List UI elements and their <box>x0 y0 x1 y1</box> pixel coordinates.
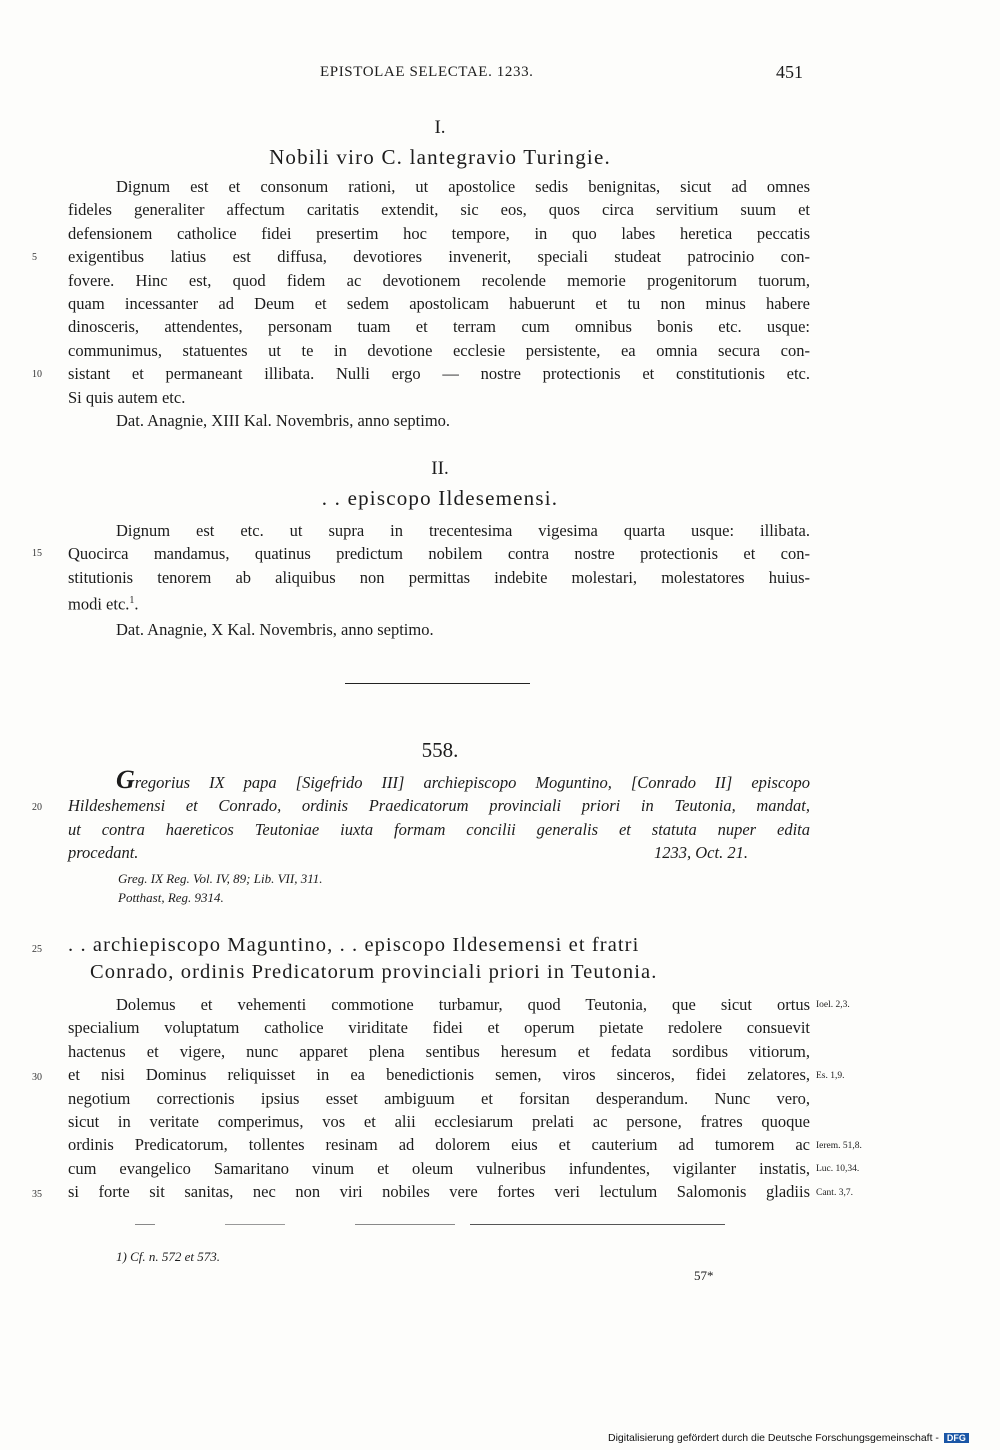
section-ii-address: . . episcopo Ildesemensi. <box>321 486 559 510</box>
print-rule <box>355 1224 455 1225</box>
text-line: Quocirca mandamus, quatinus predictum nobilem contra nostre protectionis et con- <box>68 544 810 564</box>
letter-number: 558. <box>421 738 459 762</box>
line-number: 30 <box>32 1072 42 1083</box>
line-number: 5 <box>32 252 37 263</box>
text-line: sistant et permaneant illibata. Nulli ergo — nostre protectionis et constitutionis etc. <box>68 364 810 384</box>
text-line: quam incessanter ad Deum et sedem apostolicam habuerunt et tu non minus habere <box>68 294 810 314</box>
text-line: cum evangelico Samaritano vinum et oleum vulneribus infundentes, vigilanter instatis, <box>68 1158 810 1178</box>
line-number: 20 <box>32 802 42 813</box>
margin-reference: Luc. 10,34. <box>816 1164 860 1174</box>
text-line: fideles generaliter affectum caritatis extendit, sic eos, quos circa servitium suum et <box>68 200 810 220</box>
initial-letter: G <box>116 765 135 794</box>
section-i-text <box>68 175 810 432</box>
text-line: exigentibus latius est diffusa, devotiores invenerit, speciali studeat patrocinio con- <box>68 247 810 267</box>
text-line: defensionem catholice fidei presertim hoc tempore, in quo labes heretica peccatis <box>68 223 810 243</box>
text-line: Si quis autem etc. <box>68 387 186 407</box>
address-line: Conrado, ordinis Predicatorum provinciali priori in Teutonia. <box>90 961 658 983</box>
page-number: 451 <box>776 62 803 82</box>
text-line: Dignum est etc. ut supra in trecentesima vigesima quarta usque: illibata. <box>116 521 810 540</box>
regest-line: procedant. 1233, Oct. 21. <box>68 841 810 864</box>
text-line: ordinis Predicatorum, tollentes resinam ad dolorem eius et cauterium ad tumorem ac <box>68 1135 810 1155</box>
text-line: sicut in veritate comperimus, vos et alii ecclesiarum prelati ac persone, fratres quoque <box>68 1112 810 1132</box>
digitization-credit: Digitalisierung gefördert durch die Deutsche Forschungsgemeinschaft - DFG <box>608 1432 969 1444</box>
text-line: Dignum est et consonum rationi, ut apostolice sedis benignitas, sicut ad omnes <box>116 177 810 196</box>
print-rule <box>470 1224 725 1225</box>
margin-reference: Cant. 3,7. <box>816 1188 853 1198</box>
source-references <box>118 869 322 907</box>
regest-line: ut contra haereticos Teutoniae iuxta formam concilii generalis et statuta nuper edita <box>68 819 810 839</box>
margin-reference: Ioel. 2,3. <box>816 1000 850 1010</box>
text-line: modi etc.$^1$. <box>68 594 139 614</box>
footnote-mark: 1 <box>129 595 135 607</box>
text-line: negotium correctionis ipsius esset ambiguum et forsitan desperandum. Nunc vero, <box>68 1088 810 1108</box>
margin-reference: Es. 1,9. <box>816 1071 845 1081</box>
letter-address <box>68 932 810 986</box>
margin-reference: Ierem. 51,8. <box>816 1141 862 1151</box>
text-line: communimus, statuentes ut te in devotione ecclesie persistente, ea omnia secura con- <box>68 340 810 360</box>
dfg-logo: DFG <box>944 1433 969 1443</box>
section-divider <box>345 683 530 684</box>
letter-body <box>68 993 810 1204</box>
regest-line: Hildeshemensi et Conrado, ordinis Praedicatorum provinciali priori in Teutonia, mandat, <box>68 796 810 816</box>
text-line: si forte sit sanitas, nec non viri nobiles vere fortes veri lectulum Salomonis gladiis <box>68 1182 810 1202</box>
print-rule <box>135 1224 155 1225</box>
line-number: 25 <box>32 944 42 955</box>
line-number: 35 <box>32 1189 42 1200</box>
text-line: specialium voluptatum catholice viriditate fidei et operum pietate redolere consuevit <box>68 1018 810 1038</box>
printer-signature: 57* <box>694 1268 714 1283</box>
section-i-number: I. <box>434 117 446 138</box>
regest-line: Gregorius IX papa [Sigefrido III] archiepiscopo Moguntino, [Conrado II] episcopo <box>116 765 810 794</box>
running-header: EPISTOLAE SELECTAE. 1233. <box>320 64 534 80</box>
dating-clause: Dat. Anagnie, X Kal. Novembris, anno septimo. <box>116 620 434 640</box>
text-line: dinosceris, attendentes, personam tuam et terram cum omnibus bonis etc. usque: <box>68 317 810 337</box>
text-line: Dolemus et vehementi commotione turbamur, quod Teutonia, que sicut ortus <box>116 995 810 1014</box>
source-line: Potthast, Reg. 9314. <box>118 890 224 905</box>
dating-clause: Dat. Anagnie, XIII Kal. Novembris, anno septimo. <box>116 411 451 431</box>
line-number: 15 <box>32 548 42 559</box>
letter-date: 1233, Oct. 21. <box>654 843 748 863</box>
source-line: Greg. IX Reg. Vol. IV, 89; Lib. VII, 311. <box>118 871 323 886</box>
text-line: stitutionis tenorem ab aliquibus non permittas indebite molestari, molestatores huius- <box>68 567 810 587</box>
section-ii-number: II. <box>431 458 449 479</box>
section-ii-text <box>68 519 810 642</box>
text-line: et nisi Dominus reliquisset in ea benedictionis semen, viros sinceros, fidei zelatores, <box>68 1065 810 1085</box>
text-line: fovere. Hinc est, quod fidem ac devotionem recolende memorie progenitorum tuorum, <box>68 270 810 290</box>
address-line: . . archiepiscopo Maguntino, . . episcopo Ildesemensi et fratri <box>68 934 640 956</box>
section-i-address: Nobili viro C. lantegravio Turingie. <box>269 145 611 169</box>
regest <box>68 765 810 865</box>
footnote: 1) Cf. n. 572 et 573. <box>116 1249 220 1264</box>
text-line: hactenus et vigere, nunc apparet plena sentibus heresum et fedata sordibus vitiorum, <box>68 1041 810 1061</box>
print-rule <box>225 1224 285 1225</box>
line-number: 10 <box>32 369 42 380</box>
